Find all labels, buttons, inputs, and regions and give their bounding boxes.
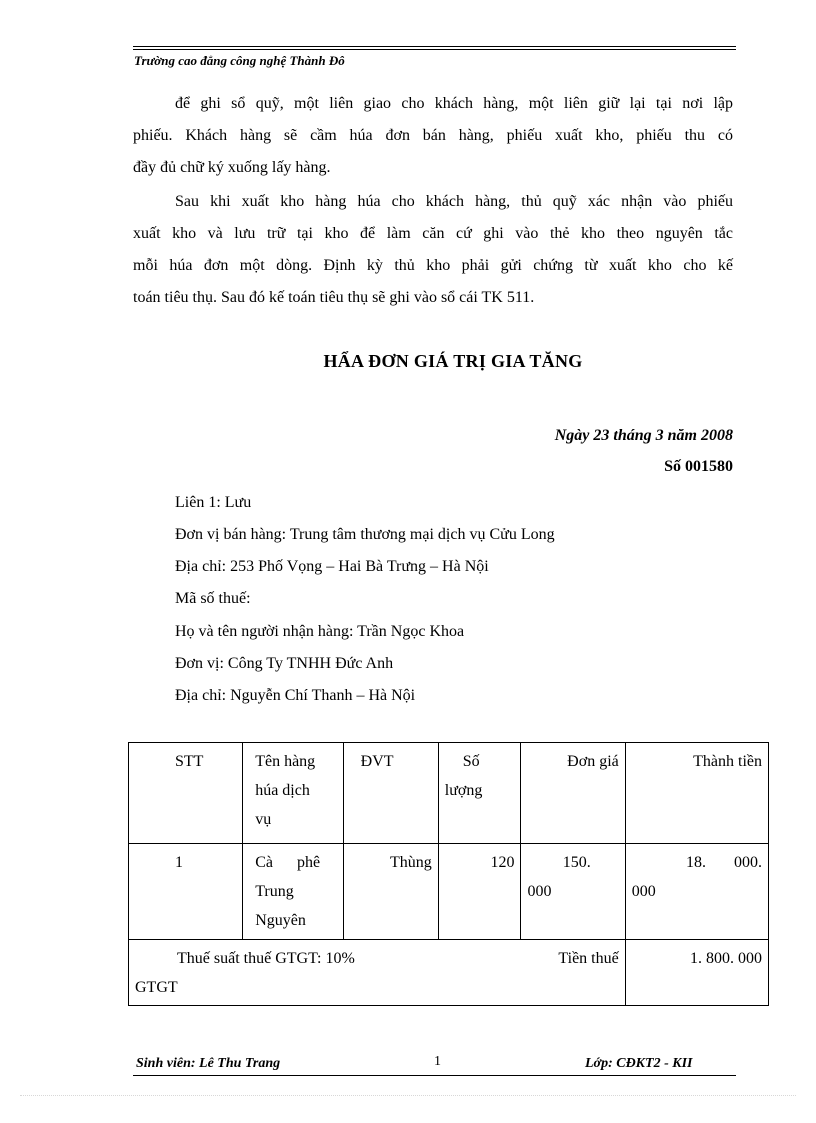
paragraph-line: phiếu. Khách hàng sẽ cầm húa đơn bán hàng, phiếu xuất kho, phiếu thu có — [133, 127, 733, 144]
header-product-line: vụ — [255, 811, 272, 828]
paragraph-line: để ghi sổ quỹ, một liên giao cho khách hàng, một liên giữ lại tại nơi lập — [175, 95, 733, 112]
paragraph-2 — [133, 186, 733, 314]
footer-student: Sinh viên: Lê Thu Trang — [136, 1056, 281, 1071]
invoice-table — [128, 742, 769, 1006]
row-product-line: Trung — [255, 883, 294, 900]
page-edge-divider — [20, 1095, 796, 1096]
invoice-number: Số 001580 — [664, 458, 733, 475]
paragraph-1 — [133, 88, 733, 184]
header-amount: Thành tiền — [625, 743, 768, 844]
info-receiver: Họ và tên người nhận hàng: Trần Ngọc Khoa — [175, 623, 465, 640]
header-unit: ĐVT — [343, 743, 438, 844]
row-amount — [625, 844, 768, 940]
header-rule-bottom — [133, 49, 736, 50]
row-stt: 1 — [129, 844, 243, 940]
row-product — [243, 844, 343, 940]
tax-amount: 1. 800. 000 — [625, 940, 768, 1006]
invoice-date: Ngày 23 tháng 3 năm 2008 — [554, 427, 733, 444]
row-product-line: Cà phê — [255, 854, 321, 871]
info-tax-code: Mã số thuế: — [175, 590, 251, 607]
row-unit-price-line: 150. — [562, 854, 591, 871]
row-amount-line: 18. 000. — [686, 854, 762, 871]
tax-rate-tail: GTGT — [135, 979, 178, 996]
row-unit: Thùng — [343, 844, 438, 940]
table-row — [129, 844, 769, 940]
footer-class: Lớp: CĐKT2 - KII — [585, 1056, 693, 1071]
footer-rule — [133, 1075, 736, 1076]
info-buyer-address: Địa chỉ: Nguyễn Chí Thanh – Hà Nội — [175, 687, 416, 704]
header-unit-price: Đơn giá — [521, 743, 625, 844]
invoice-title: HẨA ĐƠN GIÁ TRỊ GIA TĂNG — [323, 351, 583, 371]
info-buyer-unit: Đơn vị: Công Ty TNHH Đức Anh — [175, 655, 394, 672]
tax-row — [129, 940, 769, 1006]
header-quantity-line: Số — [462, 753, 480, 770]
header-stt: STT — [129, 743, 243, 844]
paragraph-line: đầy đủ chữ ký xuống lấy hàng. — [133, 159, 331, 176]
row-unit-price-line: 000 — [527, 883, 552, 900]
row-product-line: Nguyên — [255, 912, 306, 929]
paragraph-line: Sau khi xuất kho hàng húa cho khách hàng, thủ quỹ xác nhận vào phiếu — [175, 193, 733, 210]
header-product — [243, 743, 343, 844]
tax-label: Tiền thuế — [558, 950, 619, 967]
table-header-row — [129, 743, 769, 844]
header-rule-top — [133, 46, 736, 47]
row-quantity: 120 — [438, 844, 521, 940]
header-product-line: húa dịch — [255, 782, 310, 799]
tax-rate: Thuế suất thuế GTGT: 10% — [177, 950, 355, 967]
paragraph-line: xuất kho và lưu trữ tại kho để làm căn cứ ghi vào thẻ kho theo nguyên tắc — [133, 225, 733, 242]
row-amount-line: 000 — [631, 883, 656, 900]
header-product-line: Tên hàng — [255, 753, 316, 770]
footer-page-number: 1 — [434, 1054, 441, 1069]
info-seller-address: Địa chỉ: 253 Phố Vọng – Hai Bà Trưng – Hà Nội — [175, 558, 489, 575]
paragraph-line: mỗi húa đơn một dòng. Định kỳ thủ kho phải gửi chứng từ xuất kho cho kế — [133, 257, 733, 274]
header-quantity — [438, 743, 521, 844]
header-quantity-line: lượng — [444, 782, 483, 799]
tax-rate-cell — [129, 940, 626, 1006]
header-school: Trường cao đẳng công nghệ Thành Đô — [134, 53, 345, 68]
info-seller: Đơn vị bán hàng: Trung tâm thương mại dịch vụ Cửu Long — [175, 526, 555, 543]
info-copy: Liên 1: Lưu — [175, 494, 252, 511]
row-unit-price — [521, 844, 625, 940]
paragraph-line: toán tiêu thụ. Sau đó kế toán tiêu thụ sẽ ghi vào sổ cái TK 511. — [133, 289, 535, 306]
